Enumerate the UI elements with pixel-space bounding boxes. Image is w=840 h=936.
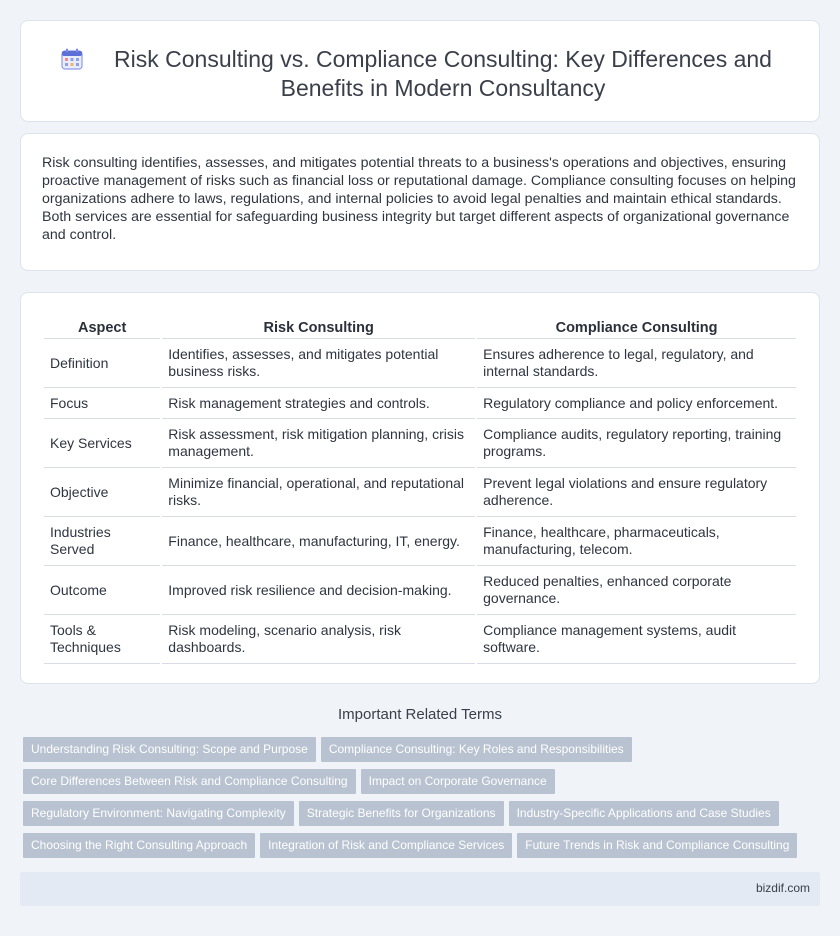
table-row (44, 339, 796, 388)
related-term-tag[interactable]: Compliance Consulting: Key Roles and Responsibilities (321, 737, 632, 762)
table-cell: Compliance audits, regulatory reporting, training programs. (477, 419, 796, 468)
related-term-tag[interactable]: Impact on Corporate Governance (361, 769, 555, 794)
table-cell: Definition (44, 339, 160, 388)
table-cell: Risk assessment, risk mitigation planning, crisis management. (162, 419, 475, 468)
table-cell: Improved risk resilience and decision-making. (162, 566, 475, 615)
header-risk-consulting: Risk Consulting (162, 315, 475, 339)
header-aspect: Aspect (44, 315, 160, 339)
table-row (44, 468, 796, 517)
table-cell: Industries Served (44, 517, 160, 566)
table-cell: Reduced penalties, enhanced corporate governance. (477, 566, 796, 615)
table-cell: Regulatory compliance and policy enforcement. (477, 388, 796, 419)
header-compliance-consulting: Compliance Consulting (477, 315, 796, 339)
comparison-table (42, 315, 798, 664)
related-terms-title: Important Related Terms (338, 706, 502, 723)
related-term-tag[interactable]: Future Trends in Risk and Compliance Consulting (517, 833, 797, 858)
table-row (44, 517, 796, 566)
intro-card (20, 133, 820, 271)
related-term-tag[interactable]: Industry-Specific Applications and Case Studies (509, 801, 779, 826)
table-cell: Minimize financial, operational, and reputational risks. (162, 468, 475, 517)
table-cell: Objective (44, 468, 160, 517)
title-card (20, 20, 820, 122)
table-cell: Identifies, assesses, and mitigates potential business risks. (162, 339, 475, 388)
table-cell: Finance, healthcare, manufacturing, IT, energy. (162, 517, 475, 566)
related-term-tag[interactable]: Choosing the Right Consulting Approach (23, 833, 255, 858)
footer-bar (20, 872, 820, 906)
table-cell: Risk modeling, scenario analysis, risk dashboards. (162, 615, 475, 664)
comparison-table-card (20, 292, 820, 684)
related-term-tag[interactable]: Core Differences Between Risk and Compliance Consulting (23, 769, 356, 794)
table-cell: Key Services (44, 419, 160, 468)
table-cell: Finance, healthcare, pharmaceuticals, manufacturing, telecom. (477, 517, 796, 566)
related-terms-list (23, 737, 813, 865)
table-cell: Ensures adherence to legal, regulatory, and internal standards. (477, 339, 796, 388)
table-header-row (44, 315, 796, 339)
related-term-tag[interactable]: Understanding Risk Consulting: Scope and Purpose (23, 737, 316, 762)
intro-paragraph: Risk consulting identifies, assesses, and mitigates potential threats to a business's operations and objectives, ensuring proactive management of risks such as financial loss or reputational damage. Compliance consulting focuses on helping organizations adhere to laws, regulations, and internal policies to avoid legal penalties and maintain ethical standards. Both services are essential for safeguarding business integrity but target different aspects of organizational governance and control. (42, 155, 796, 243)
related-term-tag[interactable]: Regulatory Environment: Navigating Complexity (23, 801, 294, 826)
table-cell: Risk management strategies and controls. (162, 388, 475, 419)
related-term-tag[interactable]: Strategic Benefits for Organizations (299, 801, 504, 826)
related-term-tag[interactable]: Integration of Risk and Compliance Services (260, 833, 512, 858)
footer-site-link[interactable]: bizdif.com (755, 881, 810, 895)
table-cell: Compliance management systems, audit software. (477, 615, 796, 664)
table-cell: Focus (44, 388, 160, 419)
table-row (44, 388, 796, 419)
table-cell: Tools & Techniques (44, 615, 160, 664)
page-title: Risk Consulting vs. Compliance Consulting: Key Differences and Benefits in Modern Consultancy (114, 46, 772, 101)
table-cell: Outcome (44, 566, 160, 615)
table-row (44, 615, 796, 664)
table-cell: Prevent legal violations and ensure regulatory adherence. (477, 468, 796, 517)
table-row (44, 566, 796, 615)
table-row (44, 419, 796, 468)
